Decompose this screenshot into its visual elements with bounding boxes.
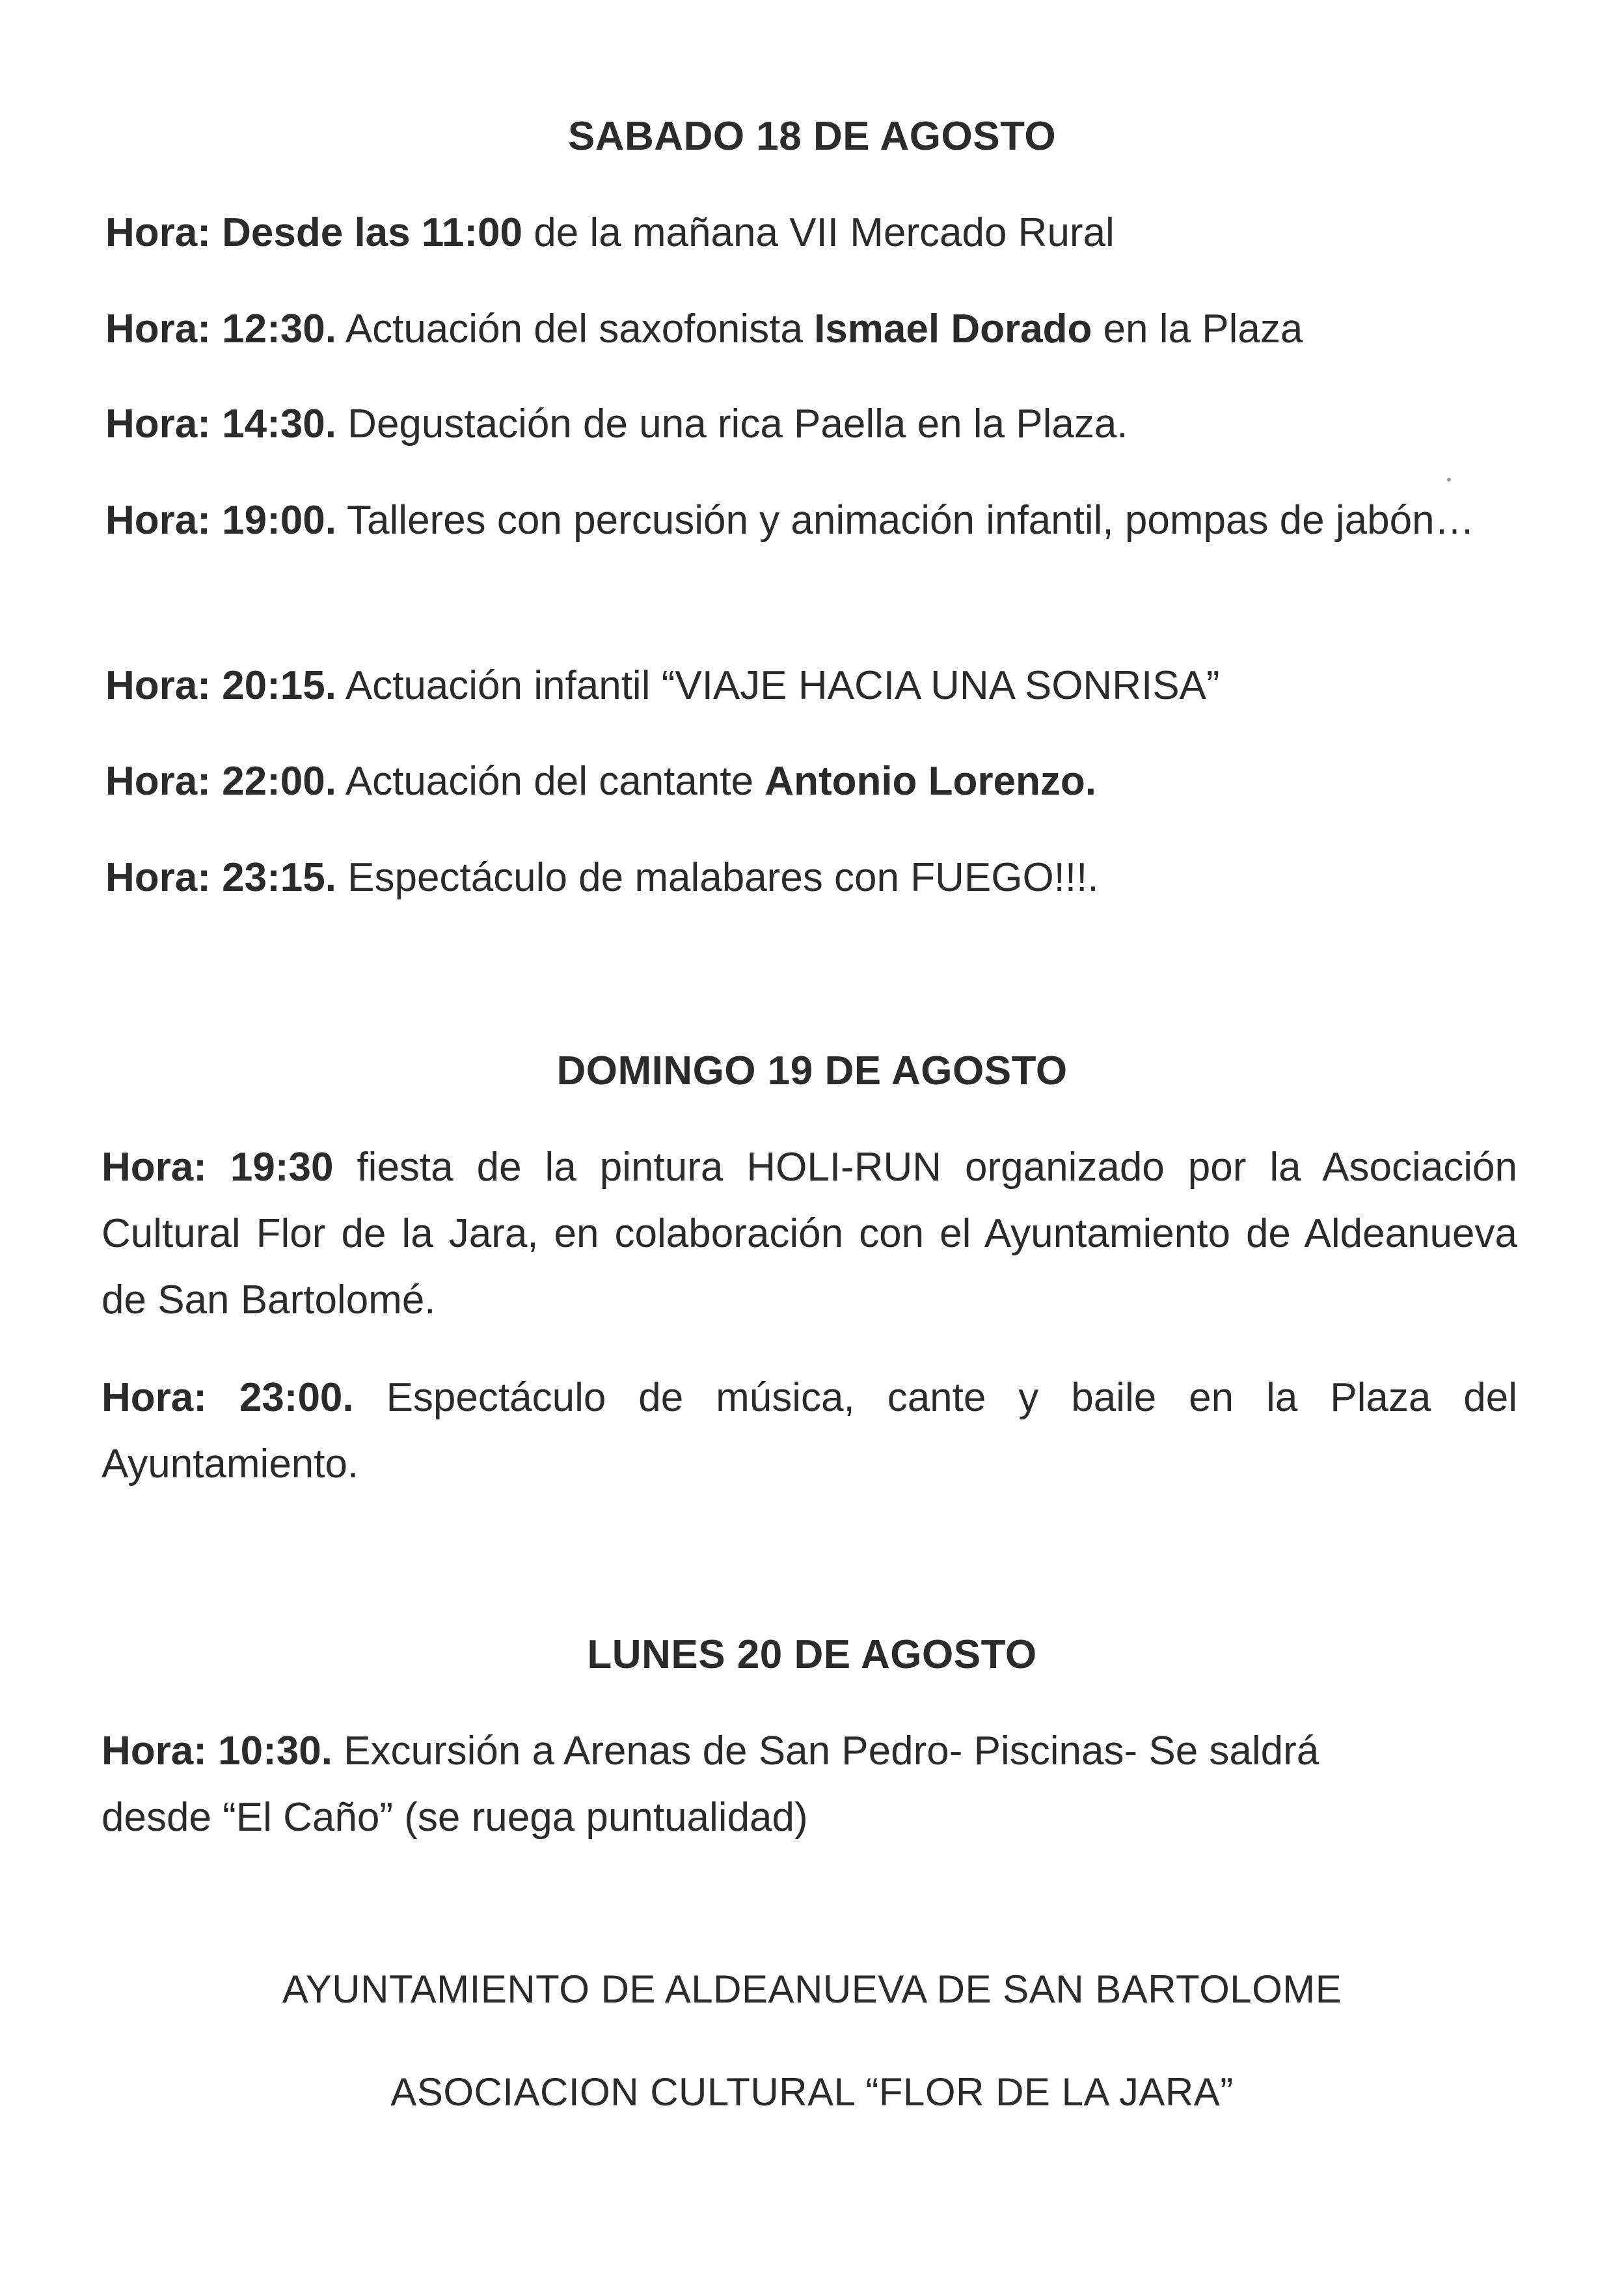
section-heading-lunes: LUNES 20 DE AGOSTO [587, 1632, 1037, 1677]
schedule-entry: Hora: 23:15. Espectáculo de malabares con FUEGO!!!. [105, 855, 1099, 900]
organizer-asociacion: ASOCIACION CULTURAL “FLOR DE LA JARA” [390, 2070, 1234, 2114]
schedule-entry: Hora: 19:30 fiesta de la pintura HOLI-RUN organizado por la Asociación Cultural Flor de la Jara, en colaboración con el Ayuntamiento de Aldeanueva de San Bartolomé. [102, 1145, 1517, 1322]
schedule-entry: Hora: 19:00. Talleres con percusión y animación infantil, pompas de jabón… [105, 498, 1475, 543]
schedule-entry: Hora: 12:30. Actuación del saxofonista Ismael Dorado en la Plaza [105, 307, 1303, 351]
scan-speck [1447, 478, 1451, 482]
schedule-entry: Hora: Desde las 11:00 de la mañana VII Mercado Rural [105, 210, 1115, 255]
schedule-entry: Hora: 22:00. Actuación del cantante Antonio Lorenzo. [105, 759, 1096, 804]
schedule-entry: Hora: 23:00. Espectáculo de música, cante y baile en la Plaza del Ayuntamiento. [102, 1375, 1517, 1486]
section-heading-sabado: SABADO 18 DE AGOSTO [567, 114, 1057, 159]
organizer-ayuntamiento: AYUNTAMIENTO DE ALDEANUEVA DE SAN BARTOLOME [282, 1967, 1342, 2011]
section-heading-domingo: DOMINGO 19 DE AGOSTO [556, 1048, 1068, 1093]
schedule-entry: Hora: 14:30. Degustación de una rica Paella en la Plaza. [105, 402, 1128, 446]
schedule-entry: Hora: 10:30. Excursión a Arenas de San Pedro- Piscinas- Se saldrá desde “El Caño” (se ruega puntualidad) [102, 1729, 1320, 1840]
schedule-entry: Hora: 20:15. Actuación infantil “VIAJE HACIA UNA SONRISA” [105, 663, 1220, 708]
